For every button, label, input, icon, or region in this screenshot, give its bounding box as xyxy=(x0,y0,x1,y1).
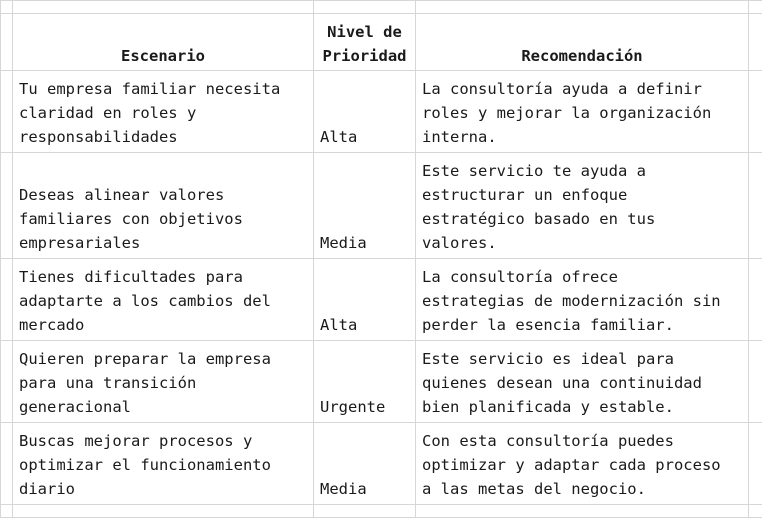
scenario-text-line: generacional xyxy=(19,395,313,419)
scenario-text-line: adaptarte a los cambios del xyxy=(19,289,313,313)
recommendation-text-line: Este servicio es ideal para xyxy=(422,347,748,371)
empty-cell[interactable] xyxy=(1,71,13,153)
empty-cell[interactable] xyxy=(416,1,749,14)
recommendation-text-line: La consultoría ofrece xyxy=(422,265,748,289)
scenario-text-line: empresariales xyxy=(19,231,313,255)
priority-text: Media xyxy=(320,477,415,501)
recommendation-text-line: valores. xyxy=(422,231,748,255)
recommendation-text-line: Este servicio te ayuda a xyxy=(422,159,748,183)
empty-cell[interactable] xyxy=(749,423,762,505)
recommendation-text-line: estructurar un enfoque xyxy=(422,183,748,207)
empty-cell[interactable] xyxy=(1,14,13,71)
scenario-text-line: familiares con objetivos xyxy=(19,207,313,231)
empty-cell[interactable] xyxy=(749,341,762,423)
recommendation-text-line: Con esta consultoría puedes xyxy=(422,429,748,453)
scenario-text-line: responsabilidades xyxy=(19,125,313,149)
empty-cell[interactable] xyxy=(1,153,13,259)
priority-text: Alta xyxy=(320,313,415,337)
empty-cell[interactable] xyxy=(749,153,762,259)
empty-cell[interactable] xyxy=(1,423,13,505)
scenario-cell[interactable] xyxy=(13,259,314,341)
empty-cell[interactable] xyxy=(749,259,762,341)
scenario-text-line: diario xyxy=(19,477,313,501)
recommendation-text-line: quienes desean una continuidad xyxy=(422,371,748,395)
header-priority-label-line-2: Prioridad xyxy=(314,44,415,68)
header-row xyxy=(1,14,762,71)
recommendation-text-line: La consultoría ayuda a definir xyxy=(422,77,748,101)
recommendation-text-line: estrategias de modernización sin xyxy=(422,289,748,313)
header-recommendation-label: Recomendación xyxy=(416,44,748,68)
scenario-text-line: Tu empresa familiar necesita xyxy=(19,77,313,101)
priority-cell[interactable] xyxy=(314,341,416,423)
recommendation-text-line: bien planificada y estable. xyxy=(422,395,748,419)
header-recommendation[interactable] xyxy=(416,14,749,71)
empty-cell[interactable] xyxy=(314,1,416,14)
recommendation-text-line: optimizar y adaptar cada proceso xyxy=(422,453,748,477)
recommendation-cell[interactable] xyxy=(416,341,749,423)
recommendation-text-line: a las metas del negocio. xyxy=(422,477,748,501)
scenario-text-line: para una transición xyxy=(19,371,313,395)
priority-cell[interactable] xyxy=(314,71,416,153)
scenario-text-line: Buscas mejorar procesos y xyxy=(19,429,313,453)
empty-cell[interactable] xyxy=(1,1,13,14)
table-row xyxy=(1,153,762,259)
recommendation-cell[interactable] xyxy=(416,423,749,505)
empty-cell[interactable] xyxy=(749,71,762,153)
header-priority-label-line-1: Nivel de xyxy=(314,20,415,44)
priority-cell[interactable] xyxy=(314,259,416,341)
scenario-text-line: Tienes dificultades para xyxy=(19,265,313,289)
table-row xyxy=(1,259,762,341)
scenario-cell[interactable] xyxy=(13,153,314,259)
empty-cell[interactable] xyxy=(749,505,762,518)
recommendation-cell[interactable] xyxy=(416,259,749,341)
recommendation-text-line: interna. xyxy=(422,125,748,149)
priority-cell[interactable] xyxy=(314,153,416,259)
recommendation-text-line: estratégico basado en tus xyxy=(422,207,748,231)
header-priority[interactable] xyxy=(314,14,416,71)
empty-cell[interactable] xyxy=(749,14,762,71)
priority-cell[interactable] xyxy=(314,423,416,505)
empty-cell[interactable] xyxy=(13,1,314,14)
header-scenario[interactable] xyxy=(13,14,314,71)
table-row xyxy=(1,341,762,423)
table-row xyxy=(1,423,762,505)
scenario-cell[interactable] xyxy=(13,341,314,423)
recommendation-cell[interactable] xyxy=(416,153,749,259)
bottom-grid-row xyxy=(1,505,762,518)
scenario-cell[interactable] xyxy=(13,423,314,505)
recommendation-text-line: perder la esencia familiar. xyxy=(422,313,748,337)
recommendation-text-line: roles y mejorar la organización xyxy=(422,101,748,125)
scenario-text-line: mercado xyxy=(19,313,313,337)
scenario-text-line: claridad en roles y xyxy=(19,101,313,125)
scenario-text-line: Deseas alinear valores xyxy=(19,183,313,207)
priority-text: Urgente xyxy=(320,395,415,419)
empty-cell[interactable] xyxy=(749,1,762,14)
empty-cell[interactable] xyxy=(13,505,314,518)
empty-cell[interactable] xyxy=(1,505,13,518)
empty-cell[interactable] xyxy=(1,259,13,341)
recommendation-cell[interactable] xyxy=(416,71,749,153)
header-scenario-label: Escenario xyxy=(13,44,313,68)
top-grid-row xyxy=(1,1,762,14)
scenario-text-line: optimizar el funcionamiento xyxy=(19,453,313,477)
empty-cell[interactable] xyxy=(1,341,13,423)
empty-cell[interactable] xyxy=(416,505,749,518)
priority-text: Alta xyxy=(320,125,415,149)
scenario-text-line: Quieren preparar la empresa xyxy=(19,347,313,371)
empty-cell[interactable] xyxy=(314,505,416,518)
scenario-cell[interactable] xyxy=(13,71,314,153)
priority-text: Media xyxy=(320,231,415,255)
table-row xyxy=(1,71,762,153)
